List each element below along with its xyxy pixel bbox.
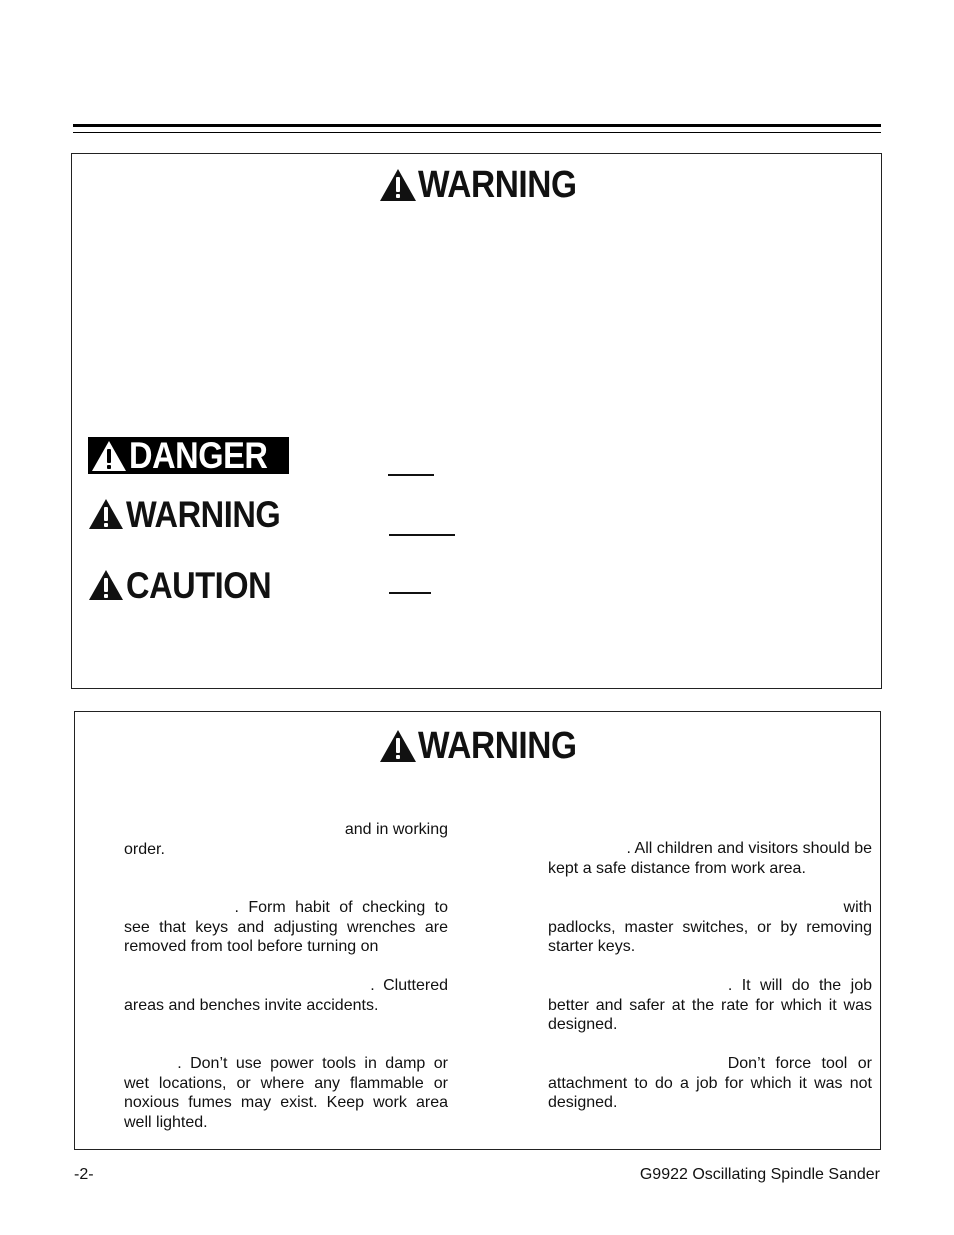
danger-signal: [88, 437, 289, 474]
rule-left-1: and in working order.: [124, 821, 448, 858]
rule-right-2: with padlocks, master switches, or by removing starter keys.: [548, 899, 872, 955]
exclamation-triangle-icon: [379, 729, 417, 763]
rule-left-3: . Cluttered areas and benches invite accidents.: [124, 977, 448, 1014]
rule-left-2: . Form habit of checking to see that keys and adjusting wrenches are removed from tool before turning on: [124, 899, 448, 955]
page-number: -2-: [74, 1166, 94, 1183]
exclamation-triangle-icon: [88, 569, 124, 601]
warning-title-word-2: WARNING: [418, 725, 577, 767]
caution-signal-word: CAUTION: [126, 564, 272, 606]
warning-signal-word: WARNING: [126, 493, 281, 535]
exclamation-triangle-icon: [91, 440, 127, 472]
danger-definition-underline: [388, 474, 434, 476]
exclamation-triangle-icon: [379, 168, 417, 202]
rule-left-4: . Don’t use power tools in damp or wet locations, or where any flammable or noxious fumes may exist. Keep work area well lighted.: [124, 1055, 448, 1131]
header-rule-thick: [73, 124, 881, 127]
rule-right-3: . It will do the job better and safer at the rate for which it was designed.: [548, 977, 872, 1033]
warning-signal: [88, 495, 301, 533]
warning-title-signal-2: [379, 726, 598, 766]
warning-title-word: WARNING: [418, 164, 577, 206]
warning-definition-underline: [389, 534, 455, 536]
warning-title-signal: [379, 165, 598, 205]
document-title: G9922 Oscillating Spindle Sander: [639, 1166, 880, 1183]
caution-definition-underline: [389, 592, 431, 594]
caution-signal: [88, 566, 291, 604]
header-rule-thin: [73, 132, 881, 133]
rule-right-4: Don’t force tool or attachment to do a job for which it was not designed.: [548, 1055, 872, 1111]
warning-box-definitions: [71, 153, 882, 689]
rule-right-1: . All children and visitors should be kept a safe distance from work area.: [548, 840, 872, 877]
exclamation-triangle-icon: [88, 498, 124, 530]
danger-signal-word: DANGER: [129, 435, 268, 476]
